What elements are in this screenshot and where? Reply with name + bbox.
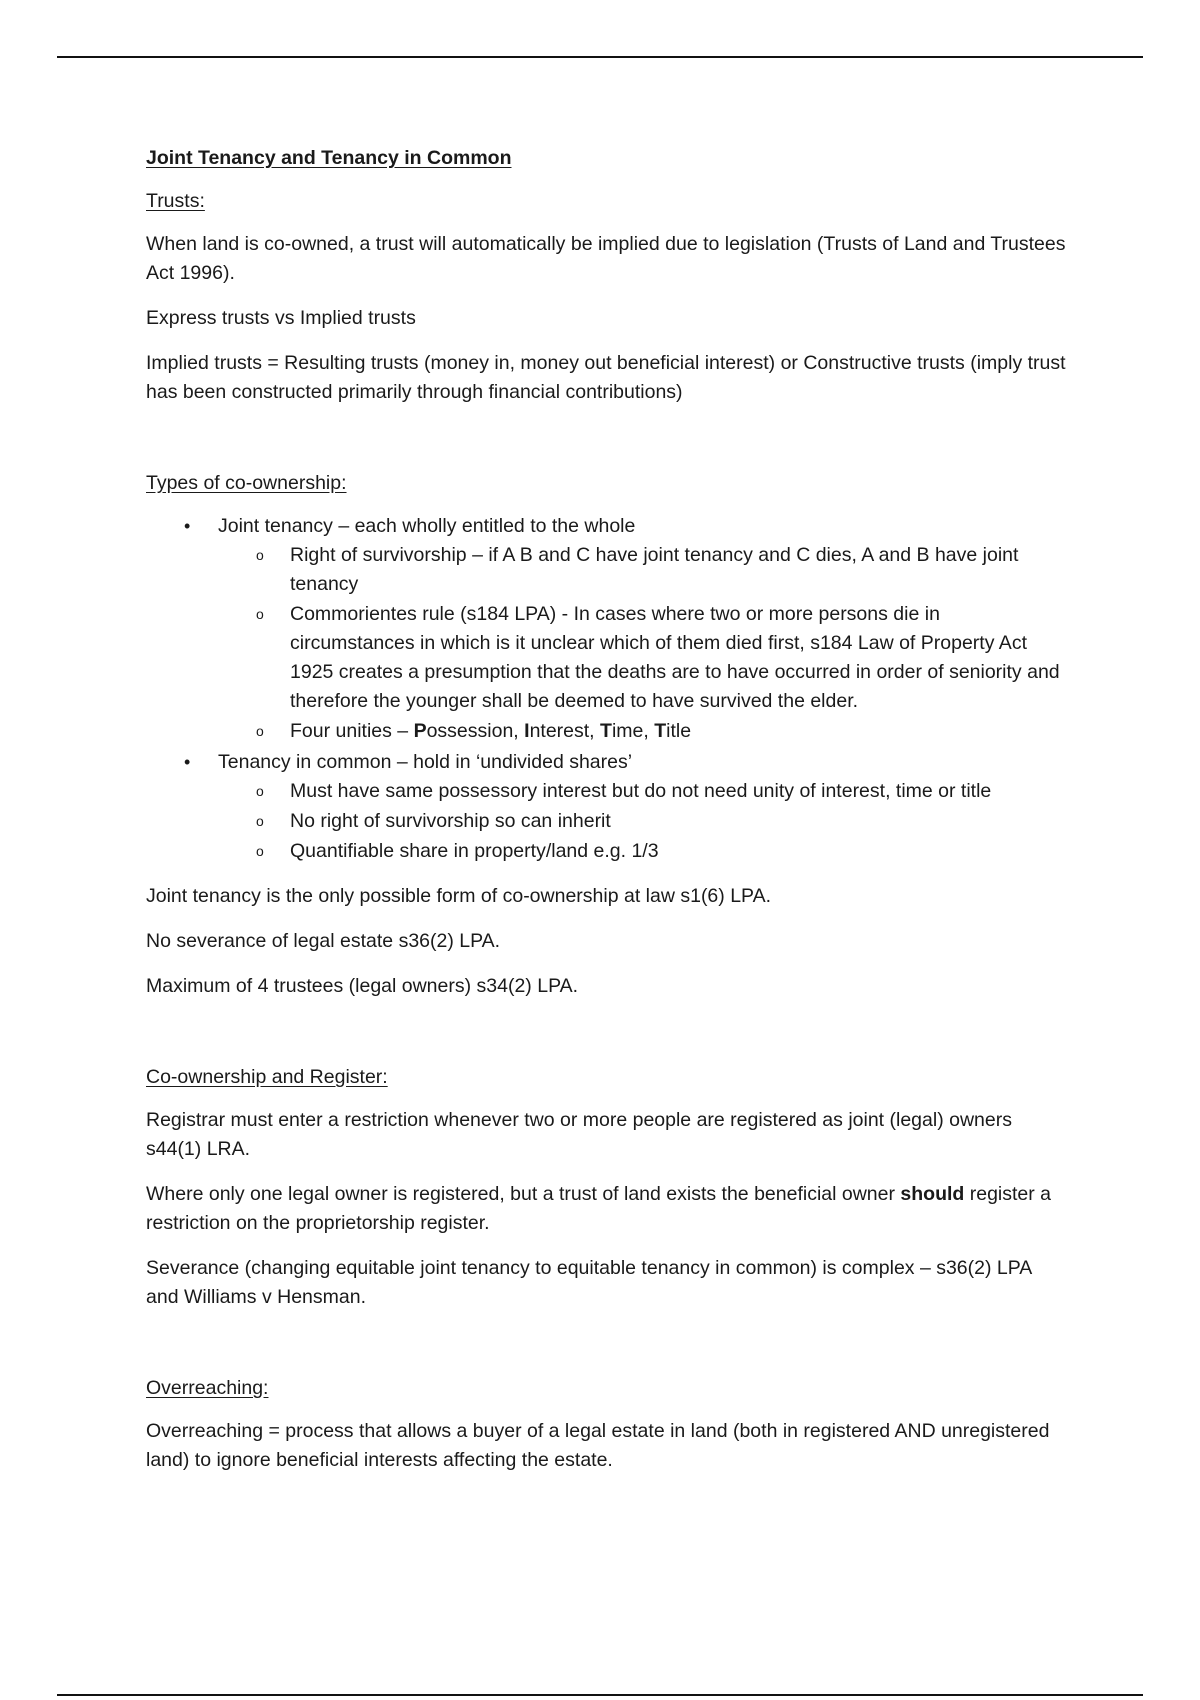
quantifiable-share-text: Quantifiable share in property/land e.g. 1/3 [290, 840, 659, 862]
circle-bullet-icon: o [256, 547, 264, 563]
commorientes-text: Commorientes rule (s184 LPA) - In cases where two or more persons die in circumstances in which is it unclear which of them died first, s184 Law of Property Act 1925 creates a presumption that the deaths are to have occurred in order of seniority and therefore the younger shall be deemed to have survived the elder. [290, 603, 1060, 712]
types-paragraph-3: Maximum of 4 trustees (legal owners) s34(2) LPA. [146, 975, 579, 997]
sublist-item [218, 837, 1066, 866]
sublist-item [218, 541, 1066, 599]
unity-initial-i: I [524, 720, 530, 742]
possessory-interest-text: Must have same possessory interest but do not need unity of interest, time or title [290, 780, 992, 802]
joint-tenancy-sublist [218, 541, 1066, 746]
co-ownership-list [146, 512, 1066, 866]
survivorship-text: Right of survivorship – if A B and C have joint tenancy and C dies, A and B have joint tenancy [290, 544, 1019, 595]
circle-bullet-icon: o [256, 783, 264, 799]
sublist-item [218, 600, 1066, 716]
register-paragraph-2 [146, 1180, 1066, 1238]
register-paragraph-3: Severance (changing equitable joint tenancy to equitable tenancy in common) is complex – s36(2) LPA and Williams v Hensman. [146, 1257, 1032, 1308]
circle-bullet-icon: o [256, 843, 264, 859]
overreaching-heading: Overreaching: [146, 1377, 269, 1399]
no-survivorship-text: No right of survivorship so can inherit [290, 810, 611, 832]
section-spacer [146, 1017, 1066, 1063]
section-spacer [146, 423, 1066, 469]
register-p2-after: register a restriction on the proprietorship register. [146, 1183, 1052, 1234]
unity-initial-t-title: T [654, 720, 667, 742]
unity-title: itle [666, 720, 692, 742]
document-title: Joint Tenancy and Tenancy in Common [146, 147, 512, 169]
trusts-heading: Trusts: [146, 190, 205, 212]
tenancy-in-common-sublist [218, 777, 1066, 866]
types-paragraph-1: Joint tenancy is the only possible form of co-ownership at law s1(6) LPA. [146, 885, 772, 907]
list-item-joint-tenancy [146, 512, 1066, 746]
circle-bullet-icon: o [256, 813, 264, 829]
circle-bullet-icon: o [256, 606, 264, 622]
sublist-item [218, 717, 1066, 746]
four-unities-prefix: Four unities – [290, 720, 414, 742]
types-paragraph-2: No severance of legal estate s36(2) LPA. [146, 930, 501, 952]
four-unities-text [290, 720, 691, 742]
joint-tenancy-label: Joint tenancy – each wholly entitled to the whole [218, 515, 636, 537]
register-heading: Co-ownership and Register: [146, 1066, 388, 1088]
document-body [146, 144, 1066, 1491]
trusts-paragraph-1: When land is co-owned, a trust will automatically be implied due to legislation (Trusts of Land and Trustees Act 1996). [146, 233, 1066, 284]
unity-time: ime, [611, 720, 655, 742]
register-paragraph-1: Registrar must enter a restriction whenever two or more people are registered as joint (legal) owners s44(1) LRA. [146, 1109, 1012, 1160]
unity-possession: ossession, [426, 720, 525, 742]
list-item-tenancy-in-common [146, 748, 1066, 866]
sublist-item [218, 777, 1066, 806]
overreaching-paragraph-1: Overreaching = process that allows a buyer of a legal estate in land (both in registered AND unregistered land) to ignore beneficial interests affecting the estate. [146, 1420, 1050, 1471]
unity-interest: nterest, [529, 720, 601, 742]
register-p2-emphasis: should [900, 1183, 965, 1205]
trusts-paragraph-2: Express trusts vs Implied trusts [146, 307, 416, 329]
trusts-paragraph-3: Implied trusts = Resulting trusts (money in, money out beneficial interest) or Constructive trusts (imply trust has been constructed primarily through financial contributions) [146, 352, 1066, 403]
bullet-icon: • [184, 516, 191, 536]
footer-rule [57, 1694, 1143, 1696]
sublist-item [218, 807, 1066, 836]
unity-initial-p: P [413, 720, 427, 742]
circle-bullet-icon: o [256, 723, 264, 739]
register-p2-before: Where only one legal owner is registered, but a trust of land exists the beneficial owner [146, 1183, 901, 1205]
tenancy-in-common-label: Tenancy in common – hold in ‘undivided shares’ [218, 751, 633, 773]
unity-initial-t-time: T [600, 720, 612, 742]
header-rule [57, 56, 1143, 58]
section-spacer [146, 1328, 1066, 1374]
bullet-icon: • [184, 752, 191, 772]
types-heading: Types of co-ownership: [146, 472, 347, 494]
